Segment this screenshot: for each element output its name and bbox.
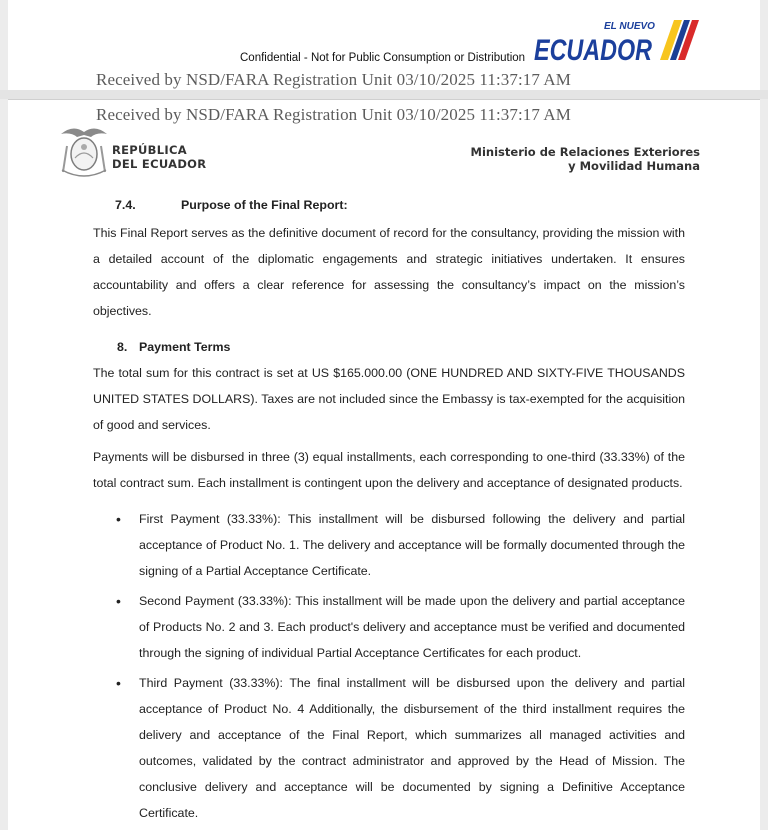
- ministerio-text: [471, 145, 700, 173]
- ecuador-coat-of-arms-icon: [53, 120, 115, 182]
- republica-del-ecuador-text: [112, 143, 206, 171]
- section-8-heading: [93, 334, 685, 360]
- confidential-notice: Confidential - Not for Public Consumption or Distribution: [240, 52, 526, 64]
- section-title: Payment Terms: [139, 340, 231, 354]
- list-item: • Third Payment (33.33%): The final installment will be disbursed upon the delivery and partial acceptance of Product No. 4 Additionally, the disbursement of the third installment requires the delivery and acceptance of the Final Report, which summarizes all managed activities and outcomes, validated by the contract administrator and approved by the Head of Mission. The conclusive delivery and acceptance will be documented by signing a Definitive Acceptance Certificate.: [139, 670, 685, 826]
- section-title: Purpose of the Final Report:: [181, 198, 348, 212]
- section-7-4-body: This Final Report serves as the definitive document of record for the consultancy, providing the mission with a detailed account of the diplomatic engagements and strategic initiatives undertaken. It ensures accountability and offers a clear reference for assessing the consultancy’s impact on the mission’s objectives.: [93, 226, 685, 318]
- logo-small-text: EL NUEVO: [604, 21, 655, 32]
- document-page: [8, 99, 760, 830]
- list-item: • First Payment (33.33%): This installment will be disbursed following the delivery and partial acceptance of Product No. 1. The delivery and acceptance will be formally documented through the signing of a Partial Acceptance Certificate.: [139, 506, 685, 584]
- fara-received-stamp: Received by NSD/FARA Registration Unit 03/10/2025 11:37:17 AM: [96, 105, 572, 124]
- el-nuevo-ecuador-logo: [528, 14, 708, 66]
- previous-page: [8, 0, 760, 91]
- letterhead-right-line2: y Movilidad Humana: [568, 159, 700, 173]
- installments-paragraph: Payments will be disbursed in three (3) equal installments, each corresponding to one-third (33.33%) of the total contract sum. Each installment is contingent upon the delivery and acceptance of designated products.: [93, 450, 685, 490]
- list-item: • Second Payment (33.33%): This installment will be made upon the delivery and partial acceptance of Products No. 2 and 3. Each product's delivery and acceptance must be verified and documented through the signing of individual Partial Acceptance Certificates for each product.: [139, 588, 685, 666]
- document-body: [93, 192, 685, 830]
- section-7-4-heading: [93, 192, 685, 220]
- letterhead-left-line1: REPÚBLICA: [112, 143, 187, 157]
- page-separator: [0, 90, 768, 99]
- fara-received-stamp: Received by NSD/FARA Registration Unit 03/10/2025 11:37:17 AM: [96, 70, 572, 89]
- letterhead-left-line2: DEL ECUADOR: [112, 157, 207, 171]
- payment-total-paragraph: The total sum for this contract is set at US $165.000.00 (ONE HUNDRED AND SIXTY-FIVE THOUSANDS UNITED STATES DOLLARS). Taxes are not included since the Embassy is tax-exempted for the acquisition of good and services.: [93, 366, 685, 432]
- letterhead-right-line1: Ministerio de Relaciones Exteriores: [470, 145, 700, 159]
- section-number: 7.4.: [115, 198, 136, 212]
- payment-list: [93, 506, 685, 826]
- section-number: 8.: [117, 340, 128, 354]
- logo-big-text: ECUADOR: [534, 34, 653, 66]
